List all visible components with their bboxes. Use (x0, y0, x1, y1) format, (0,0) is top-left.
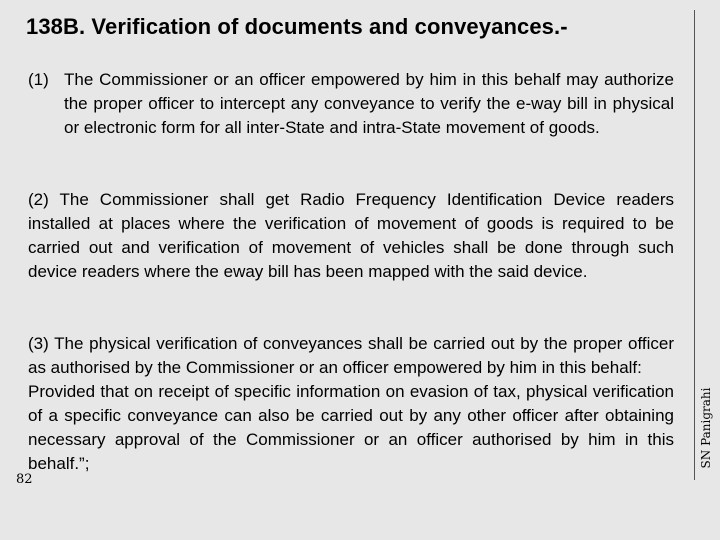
paragraph-2-text: (2) The Commissioner shall get Radio Frequency Identification Device readers installed at places where the verification of movement of goods is required to be carried out and verification of movement of vehicles shall be done through such device readers where the eway bill has been mapped with the said device. (28, 190, 674, 281)
side-divider (694, 10, 695, 480)
paragraph-1 (28, 68, 674, 140)
paragraph-2 (28, 188, 674, 284)
paragraph-3 (28, 332, 674, 476)
author-credit: SN Panigrahi (699, 387, 713, 469)
section-title: 138B. Verification of documents and conveyances.- (26, 14, 568, 39)
paragraph-3-proviso: Provided that on receipt of specific information on evasion of tax, physical verification of a specific conveyance can also be carried out by any other officer after obtaining necessary approval of the Commissioner or an officer authorised by him in this behalf.”; (28, 382, 674, 473)
paragraph-1-text: The Commissioner or an officer empowered by him in this behalf may authorize the proper officer to intercept any conveyance to verify the e-way bill in physical or electronic form for all inter-State and intra-State movement of goods. (64, 70, 674, 137)
paragraph-1-number: (1) (28, 70, 49, 89)
paragraph-3-text: (3) The physical verification of conveyances shall be carried out by the proper officer as authorised by the Commissioner or an officer empowered by him in this behalf: (28, 334, 674, 377)
page-number: 82 (16, 472, 33, 487)
